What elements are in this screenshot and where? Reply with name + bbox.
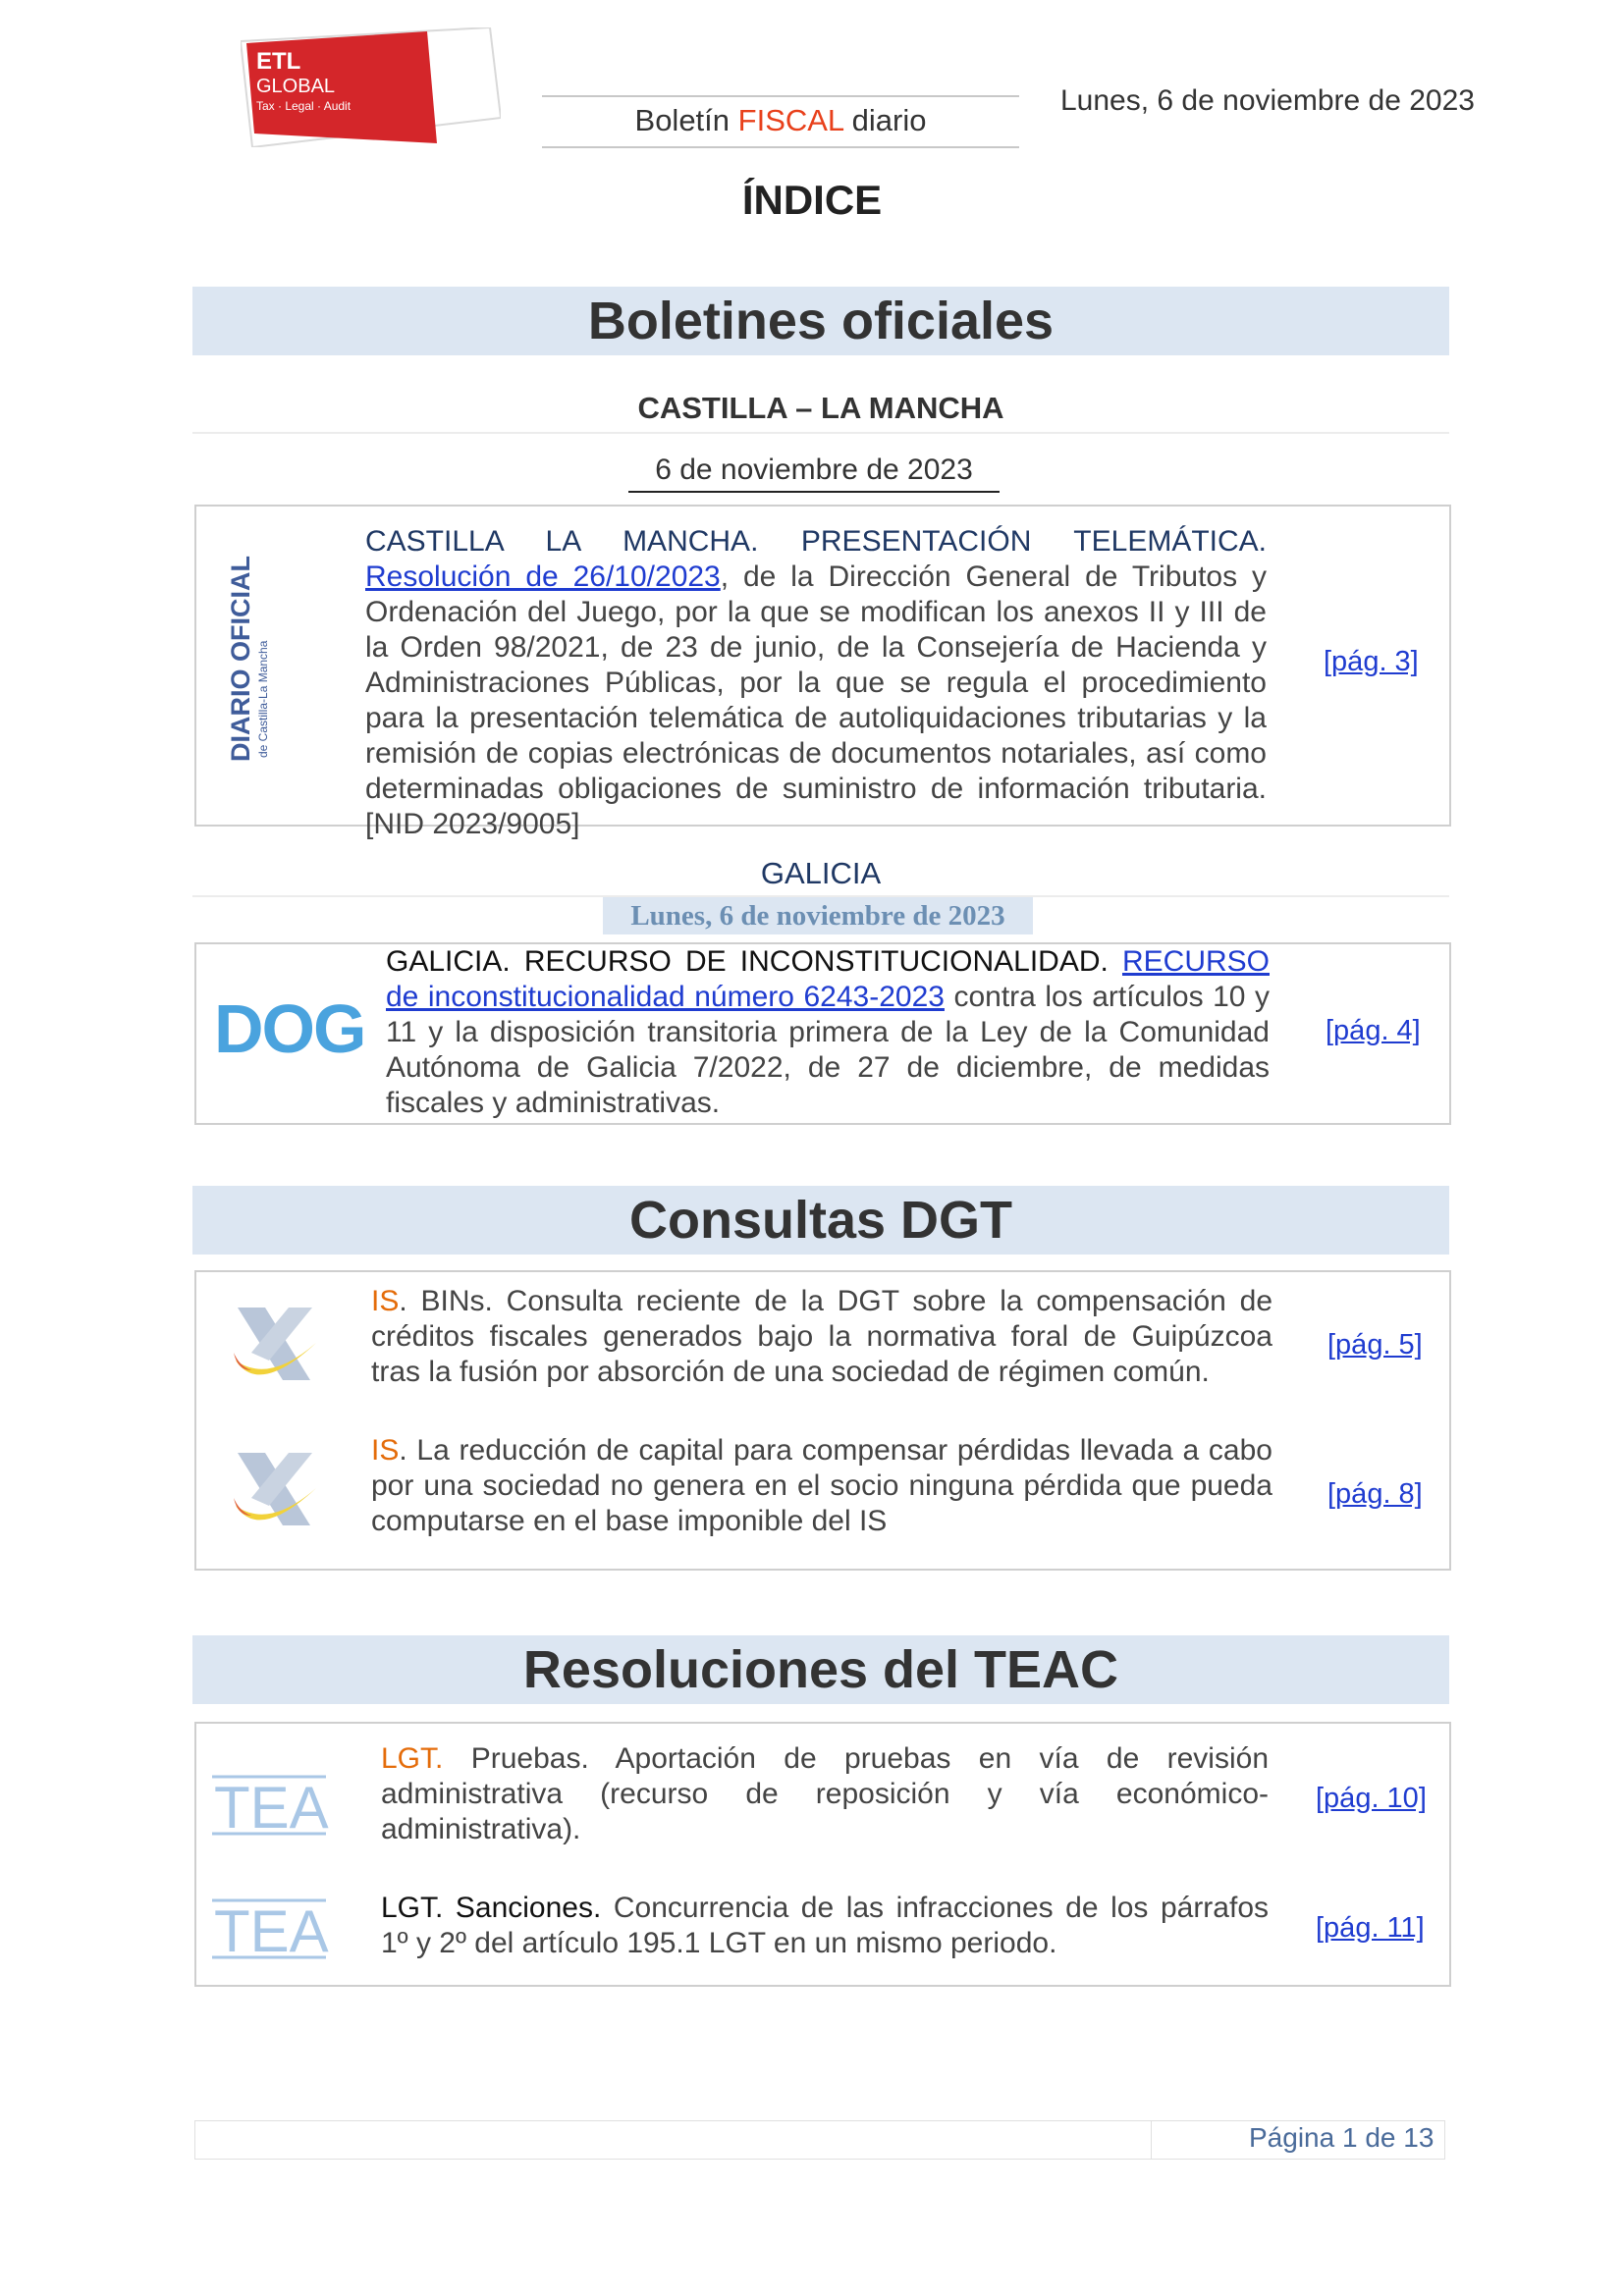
agencia-tributaria-icon: [230, 1447, 324, 1541]
galicia-page-link[interactable]: [pág. 4]: [1326, 1015, 1421, 1046]
logo-tagline: Tax · Legal · Audit: [256, 99, 352, 113]
castilla-page-link[interactable]: [pág. 3]: [1324, 646, 1419, 677]
teac-box: [194, 1722, 1451, 1987]
entry-tag: IS: [371, 1434, 400, 1467]
castilla-date: 6 de noviembre de 2023: [628, 454, 1000, 493]
svg-text:DIARIO OFICIAL: DIARIO OFICIAL: [226, 556, 255, 762]
consulta-page-link[interactable]: [pág. 5]: [1327, 1329, 1423, 1361]
entry-lead: LGT. Sanciones.: [381, 1892, 602, 1924]
galicia-date: Lunes, 6 de noviembre de 2023: [603, 897, 1033, 934]
svg-text:TEA: TEA: [214, 1898, 329, 1963]
tea-logo: [212, 1771, 330, 1840]
page-number: Página 1 de 13: [1249, 2122, 1435, 2153]
region-galicia-heading: GALICIA: [760, 856, 882, 890]
entry-lead: CASTILLA LA MANCHA. PRESENTACIÓN TELEMÁTICA.: [365, 525, 1267, 558]
diario-oficial-logo: [212, 546, 273, 781]
galicia-entry-box: [194, 942, 1451, 1125]
teac-page-link[interactable]: [pág. 10]: [1316, 1783, 1427, 1814]
header-date: Lunes, 6 de noviembre de 2023: [1060, 84, 1475, 117]
footer-divider: [1151, 2120, 1152, 2160]
svg-text:de Castilla-La Mancha: de Castilla-La Mancha: [256, 640, 270, 758]
agencia-tributaria-icon: [230, 1302, 324, 1396]
recurso-link[interactable]: RECURSO de inconstitucionalidad número 6243-2023: [386, 945, 1270, 1013]
bulletin-title: Boletín FISCAL diario: [542, 95, 1019, 148]
consulta-page-link[interactable]: [pág. 8]: [1327, 1478, 1423, 1510]
etl-global-logo: [241, 27, 501, 147]
consulta-entry-text: IS. BINs. Consulta reciente de la DGT sobre la compensación de créditos fiscales generados bajo la normativa foral de Guipúzcoa tras la fusión por absorción de una sociedad de régimen común.: [371, 1285, 1272, 1388]
entry-tag: IS: [371, 1285, 400, 1317]
divider: [192, 432, 1449, 434]
teac-entry-text: LGT. Sanciones. Concurrencia de las infracciones de los párrafos 1º y 2º del artículo 195.1 LGT en un mismo periodo.: [381, 1892, 1269, 1959]
section-boletines-title: Boletines oficiales: [192, 287, 1449, 355]
entry-lead: GALICIA. RECURSO DE INCONSTITUCIONALIDAD.: [386, 945, 1109, 978]
page-title: ÍNDICE: [741, 177, 883, 223]
galicia-entry-text: GALICIA. RECURSO DE INCONSTITUCIONALIDAD. RECURSO de inconstitucionalidad número 6243-2023 contra los artículos 10 y 11 y la disposición transitoria primera de la Ley de la Comunidad Autónoma de Galicia 7/2022, de 27 de diciembre, de medidas fiscales y administrativas.: [386, 945, 1271, 1119]
logo-brand: ETL: [256, 48, 301, 75]
teac-entry-text: LGT. Pruebas. Aportación de pruebas en vía de revisión administrativa (recurso de reposición y vía económico-administrativa).: [381, 1742, 1269, 1845]
teac-page-link[interactable]: [pág. 11]: [1316, 1912, 1425, 1944]
consulta-entry-text: IS. La reducción de capital para compensar pérdidas llevada a cabo por una sociedad no genera en el socio ninguna pérdida que pueda computarse en el base imponible del IS: [371, 1434, 1272, 1537]
consultas-box: [194, 1270, 1451, 1571]
section-teac-title: Resoluciones del TEAC: [192, 1635, 1449, 1704]
region-castilla-heading: CASTILLA – LA MANCHA: [637, 391, 1004, 425]
castilla-entry-text: CASTILLA LA MANCHA. PRESENTACIÓN TELEMÁTICA. Resolución de 26/10/2023, de la Dirección General de Tributos y Ordenación del Juego, por la que se modifican los anexos II y III de la Orden 98/2021, de 23 de junio, de la Consejería de Hacienda y Administraciones Públicas, por la que se regula el procedimiento para la presentación telemática de autoliquidaciones tributarias y la remisión de copias electrónicas de documentos notariales, así como determinadas obligaciones de suministro de información tributaria. [NID 2023/9005]: [365, 525, 1267, 840]
entry-tag: LGT.: [381, 1742, 444, 1775]
svg-text:TEA: TEA: [214, 1775, 329, 1840]
logo-name: GLOBAL: [256, 76, 336, 97]
dog-logo: DOG: [214, 990, 365, 1067]
resolucion-link[interactable]: Resolución de 26/10/2023: [365, 561, 721, 593]
tea-logo: [212, 1895, 330, 1963]
section-consultas-title: Consultas DGT: [192, 1186, 1449, 1255]
castilla-entry-box: [194, 505, 1451, 840]
